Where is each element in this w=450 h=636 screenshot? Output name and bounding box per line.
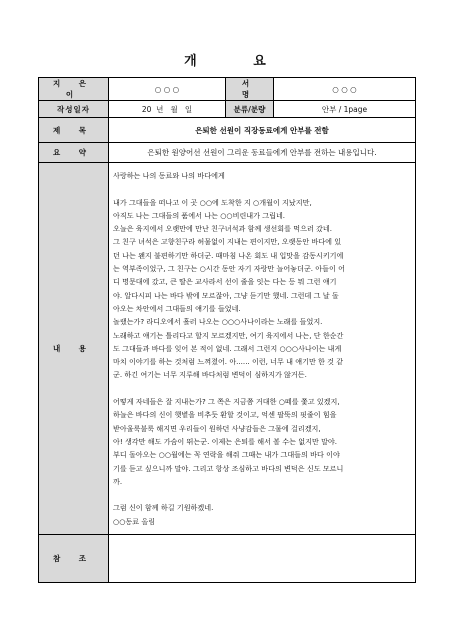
summary-label: 요 약 (39, 143, 109, 163)
content-line: 까. (113, 476, 123, 486)
content-paragraph (113, 501, 411, 528)
date-label: 작성일자 (39, 101, 109, 118)
content-paragraph (113, 196, 411, 382)
content-line: 던 나는 왠지 불편하기만 하더군. 때마침 나온 회도 내 입맛을 감동시키기에 (113, 250, 344, 260)
content-line: 받아울룩불룩 해지면 우리들이 원하던 사냥감들은 그물에 걸리겠지, (113, 423, 321, 433)
content-line: 오늘은 육지에서 오랫만에 만난 친구녀석과 함께 생선회를 먹으러 갔네. (113, 224, 333, 234)
content-line: 놀랬는가? 라디오에서 흘러 나오는 ○○○사나이라는 노래를 들었지. (113, 317, 323, 327)
subject-value: 은퇴한 선원이 직장동료에게 안부를 전함 (109, 118, 416, 143)
reference-value (109, 535, 416, 583)
content-line: 사랑하는 나의 동료와 나의 바다에게 (113, 170, 225, 180)
content-line: 도 그대들과 바다를 잊어 본 적이 없네. 그래서 그런지 ○○○사나이는 내게 (113, 343, 342, 353)
content-paragraph (113, 395, 411, 488)
summary-value: 은퇴한 원양어선 선원이 그리운 동료들에게 안부를 전하는 내용입니다. (109, 143, 416, 163)
content-line: 군. 하긴 여기는 너무 지루해 바다처럼 변덕이 심하지가 않거든. (113, 370, 307, 380)
book-title-label: 서 명 (226, 78, 274, 101)
content-line: 는 역부족이었구, 그 친구는 ○시간 동안 자기 자랑만 늘어놓더군. 아들이 어 (113, 264, 345, 274)
content-line: 어떻게 자네들은 잘 지내는가? 그 쪽은 지금쯤 거대한 ○떼를 쫓고 있겠지, (113, 397, 340, 407)
document-title: 개 요 (184, 54, 292, 69)
content-line: ○○동료 올림 (113, 516, 156, 526)
subject-label: 제 목 (39, 118, 109, 143)
content-paragraphs (113, 169, 411, 528)
content-line: 기를 듣고 싶으니까 말야. 그리고 항상 조심하고 바다의 변덕은 신도 모르니 (113, 463, 344, 473)
category-label: 분류/분량 (226, 101, 274, 118)
content-line: 하늘은 바다의 신이 햇볕을 비추듯 환할 것이고, 억센 팔뚝의 핏줄이 힘을 (113, 410, 337, 420)
content-line: 그럼 신이 함께 하길 기원하겠네. (113, 503, 214, 513)
content-line: 아오는 차안에서 그대들의 얘기를 들었네. (113, 303, 241, 313)
date-value: 20 년 월 일 (109, 101, 226, 118)
content-line: 아! 생각만 해도 가슴이 뛰는군. 이제는 은퇴를 해서 볼 수는 없지만 말야. (113, 436, 338, 446)
content-body (109, 163, 416, 535)
content-line: 노래하고 얘기는 틀리다고 할지 모르겠지만, 여기 육지에서 나는, 단 한순간 (113, 330, 344, 340)
content-label: 내 용 (39, 163, 109, 535)
overview-form (38, 77, 416, 583)
book-title-value: ○ ○ ○ (274, 78, 416, 101)
author-label: 지 은 이 (39, 78, 109, 101)
content-line: 부디 돌아오는 ○○월에는 꼭 연락을 해줘 그때는 내가 그대들의 바다 이야 (113, 450, 340, 460)
content-line: 마치 이야기를 하는 것처럼 느껴졌어. 아...... 이런, 너무 내 얘기만 한 것 같 (113, 357, 344, 367)
reference-label: 참 조 (39, 535, 109, 583)
content-paragraph (113, 169, 411, 182)
author-value: ○ ○ ○ (109, 78, 226, 101)
content-line: 그 친구 녀석은 고향친구라 허물없이 지내는 편이지만, 오랫동안 바다에 있 (113, 237, 342, 247)
content-line: 디 명문대에 갔고, 큰 딸은 교사라서 선이 줄을 잇는 다는 등 뭐 그런 얘기 (113, 277, 337, 287)
category-value: 안부 / 1page (274, 101, 416, 118)
content-line: 아직도 나는 그대들의 품에서 나는 ○○비린내가 그립네. (113, 210, 286, 220)
content-line: 내가 그대들을 떠나고 이 곳 ○○에 도착한 지 ○개월이 지났지만, (113, 197, 312, 207)
content-line: 야. 알다시피 나는 바다 밖에 모르잖아, 그냥 듣기만 했네. 그런데 그 날 돌 (113, 290, 339, 300)
